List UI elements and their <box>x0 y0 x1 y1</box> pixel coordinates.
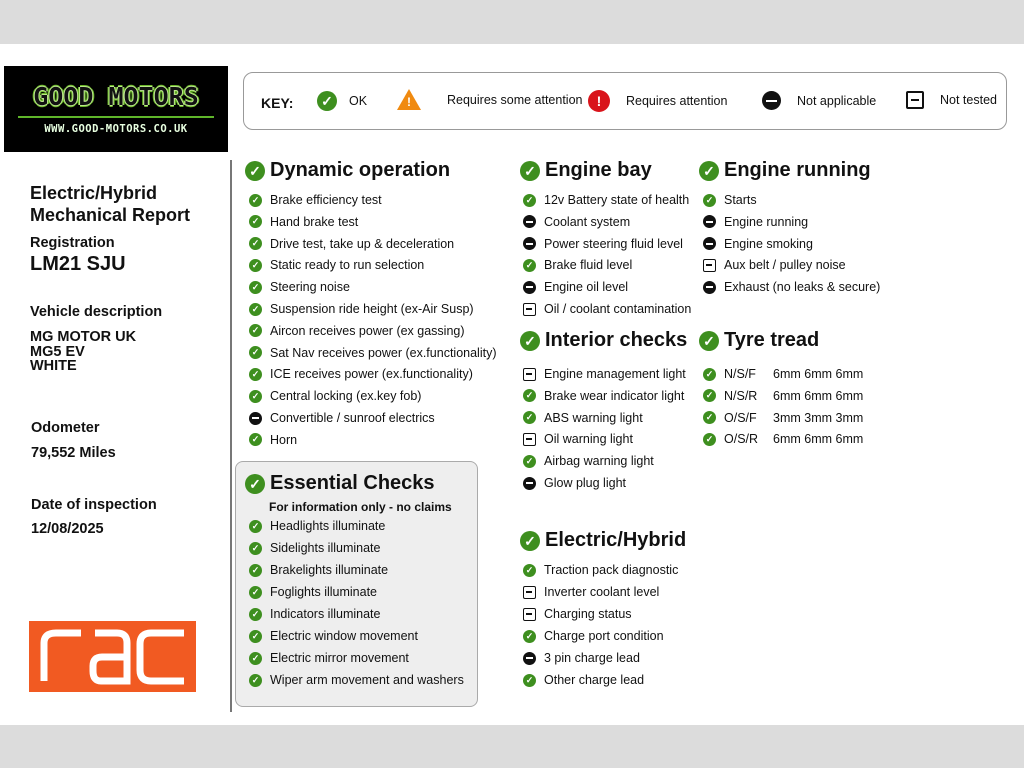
checklist-item <box>523 214 630 230</box>
section-check-icon: ✓ <box>699 331 719 351</box>
checklist-item-label: Steering noise <box>270 280 350 295</box>
section-check-icon: ✓ <box>245 474 265 494</box>
tyre-tread-title-text: Tyre tread <box>724 329 820 351</box>
key-not-applicable <box>762 91 876 110</box>
not-applicable-icon <box>703 215 716 228</box>
checklist-item <box>523 562 678 578</box>
key-not-tested-label: Not tested <box>940 93 997 107</box>
section-check-icon: ✓ <box>699 161 719 181</box>
not-applicable-icon <box>523 652 536 665</box>
checklist-item-label: N/S/R <box>724 388 758 403</box>
checklist-item-label: Coolant system <box>544 214 631 229</box>
inspection-date-value: 12/08/2025 <box>31 521 104 537</box>
checklist-item <box>703 388 757 404</box>
key-ok <box>317 91 367 111</box>
checklist-item-label: Electric window movement <box>270 629 418 643</box>
ok-check-icon: ✓ <box>523 389 536 402</box>
dynamic-operation-title-text: Dynamic operation <box>270 159 451 181</box>
checklist-item <box>249 192 382 208</box>
ok-check-icon: ✓ <box>249 237 262 250</box>
checklist-item-label: Aux belt / pulley noise <box>724 258 846 273</box>
checklist-item <box>523 301 691 317</box>
checklist-item <box>703 257 846 273</box>
interior-checks-title-text: Interior checks <box>545 329 688 351</box>
key-not-tested <box>906 91 997 109</box>
ok-check-icon: ✓ <box>523 674 536 687</box>
checklist-item <box>523 192 689 208</box>
checklist-item <box>249 214 358 230</box>
checklist-item <box>249 236 454 252</box>
ok-check-icon: ✓ <box>249 324 262 337</box>
checklist-item-label: Foglights illuminate <box>270 585 377 599</box>
checklist-item <box>523 453 654 469</box>
ok-check-icon: ✓ <box>249 281 262 294</box>
checklist-item-label: Drive test, take up & deceleration <box>270 236 455 251</box>
key-attention-label: Requires attention <box>626 94 728 108</box>
checklist-item <box>249 432 297 448</box>
vehicle-colour: WHITE <box>30 358 77 374</box>
checklist-item <box>703 214 808 230</box>
engine-running-title-text: Engine running <box>724 159 871 181</box>
warning-triangle-icon: ! <box>397 89 421 110</box>
key-some-attention <box>397 89 583 110</box>
checklist-item-label: Oil / coolant contamination <box>544 302 692 316</box>
checklist-item-label: Engine oil level <box>544 280 629 295</box>
rac-logo <box>29 621 196 692</box>
checklist-item <box>249 540 380 556</box>
checklist-item-label: Engine smoking <box>724 236 813 251</box>
logo-url: WWW.GOOD-MOTORS.CO.UK <box>44 123 188 135</box>
ok-check-icon: ✓ <box>523 411 536 424</box>
tyre-tread-title <box>699 329 819 352</box>
essential-checks-subtitle: For information only - no claims <box>269 500 452 514</box>
checklist-item-label: Wiper arm movement and washers <box>270 673 464 687</box>
key-some-attention-label: Requires some attention <box>447 92 583 107</box>
checklist-item-label: 3 pin charge lead <box>544 651 640 665</box>
checklist-item <box>249 366 473 382</box>
checklist-item <box>249 650 409 666</box>
ok-check-icon: ✓ <box>523 259 536 272</box>
logo-title: GOOD MOTORS <box>33 82 199 111</box>
ok-check-icon: ✓ <box>249 433 262 446</box>
ok-check-icon: ✓ <box>249 194 262 207</box>
checklist-item <box>249 562 388 578</box>
checklist-item <box>523 279 628 295</box>
not-applicable-icon <box>523 237 536 250</box>
checklist-item-label: Central locking (ex.key fob) <box>270 389 422 404</box>
not-applicable-icon <box>523 477 536 490</box>
checklist-item-label: Headlights illuminate <box>270 519 386 533</box>
ok-check-icon: ✓ <box>523 564 536 577</box>
column-divider <box>230 160 232 712</box>
not-tested-icon <box>523 368 536 381</box>
checklist-item <box>249 323 465 339</box>
checklist-item-label: Airbag warning light <box>544 454 654 469</box>
key-attention <box>588 90 727 112</box>
vehicle-description-label: Vehicle description <box>30 304 163 320</box>
ok-check-icon: ✓ <box>249 608 262 621</box>
ok-check-icon: ✓ <box>523 194 536 207</box>
checklist-item <box>523 236 683 252</box>
checklist-item-label: Oil warning light <box>544 432 633 447</box>
tyre-tread-value: 6mm 6mm 6mm <box>773 367 864 381</box>
logo-divider <box>18 116 214 118</box>
checklist-item-label: Static ready to run selection <box>270 258 425 273</box>
electric-hybrid-title-text: Electric/Hybrid <box>545 529 687 551</box>
checklist-item-label: Electric mirror movement <box>270 651 409 665</box>
checklist-item <box>249 672 464 688</box>
ok-check-icon: ✓ <box>249 674 262 687</box>
checklist-item <box>249 301 474 317</box>
checklist-item-label: Brake fluid level <box>544 258 633 273</box>
checklist-item <box>703 410 757 426</box>
not-applicable-icon <box>703 281 716 294</box>
ok-check-icon: ✓ <box>249 390 262 403</box>
not-applicable-icon <box>523 215 536 228</box>
checklist-item <box>523 257 632 273</box>
checklist-item <box>249 584 377 600</box>
not-applicable-icon <box>703 237 716 250</box>
ok-check-icon: ✓ <box>703 389 716 402</box>
ok-check-icon: ✓ <box>249 259 262 272</box>
not-tested-icon <box>523 608 536 621</box>
not-applicable-icon <box>523 281 536 294</box>
checklist-item <box>249 257 424 273</box>
not-tested-icon <box>906 91 924 109</box>
ok-check-icon: ✓ <box>249 303 262 316</box>
checklist-item-label: N/S/F <box>724 367 756 381</box>
checklist-item <box>703 236 813 252</box>
interior-checks-title <box>520 329 687 352</box>
checklist-item <box>703 431 758 447</box>
checklist-item-label: 12v Battery state of health <box>544 193 690 207</box>
ok-check-icon: ✓ <box>249 542 262 555</box>
checklist-item-label: Engine running <box>724 214 809 229</box>
ok-check-icon: ✓ <box>249 215 262 228</box>
not-tested-icon <box>703 259 716 272</box>
checklist-item-label: Engine management light <box>544 367 686 381</box>
rac-logo-mark <box>29 621 196 692</box>
checklist-item <box>249 628 418 644</box>
ok-check-icon: ✓ <box>249 652 262 665</box>
checklist-item <box>249 606 380 622</box>
tyre-tread-value: 6mm 6mm 6mm <box>773 388 864 403</box>
checklist-item-label: Sidelights illuminate <box>270 541 381 555</box>
checklist-item-label: Convertible / sunroof electrics <box>270 411 435 425</box>
checklist-item <box>523 650 640 666</box>
checklist-item-label: Brakelights illuminate <box>270 563 389 577</box>
report-title-line2: Mechanical Report <box>30 205 191 225</box>
engine-running-title <box>699 159 871 182</box>
checklist-item-label: ABS warning light <box>544 410 643 425</box>
tyre-tread-value: 3mm 3mm 3mm <box>773 410 864 425</box>
ok-check-icon: ✓ <box>249 346 262 359</box>
not-applicable-icon <box>762 91 781 110</box>
checklist-item <box>523 672 644 688</box>
checklist-item <box>703 366 756 382</box>
status-key <box>243 72 1007 130</box>
ok-check-icon: ✓ <box>249 564 262 577</box>
vehicle-make: MG MOTOR UK <box>30 329 137 345</box>
report-title-line1: Electric/Hybrid <box>30 183 158 203</box>
checklist-item <box>523 606 632 622</box>
checklist-item <box>523 584 659 600</box>
checklist-item-label: Suspension ride height (ex-Air Susp) <box>270 302 474 316</box>
checklist-item-label: Traction pack diagnostic <box>544 563 679 577</box>
checklist-item <box>523 366 686 382</box>
checklist-item-label: Charge port condition <box>544 629 664 643</box>
ok-check-icon: ✓ <box>523 630 536 643</box>
checklist-item <box>523 475 626 491</box>
dynamic-operation-title <box>245 159 450 182</box>
not-tested-icon <box>523 433 536 446</box>
section-check-icon: ✓ <box>520 531 540 551</box>
checklist-item <box>523 431 633 447</box>
ok-check-icon: ✓ <box>317 91 337 111</box>
tyre-tread-value: 6mm 6mm 6mm <box>773 432 864 447</box>
checklist-item-label: Brake wear indicator light <box>544 388 685 403</box>
electric-hybrid-title <box>520 529 686 552</box>
key-not-applicable-label: Not applicable <box>797 93 877 108</box>
checklist-item <box>249 388 421 404</box>
checklist-item <box>703 279 880 295</box>
ok-check-icon: ✓ <box>703 433 716 446</box>
not-tested-icon <box>523 586 536 599</box>
odometer-value: 79,552 Miles <box>31 445 116 461</box>
ok-check-icon: ✓ <box>703 194 716 207</box>
key-ok-label: OK <box>349 94 368 108</box>
essential-checks-title-text: Essential Checks <box>270 472 435 494</box>
checklist-item-label: O/S/R <box>724 432 759 447</box>
checklist-item-label: Hand brake test <box>270 214 359 229</box>
checklist-item-label: Indicators illuminate <box>270 607 381 621</box>
good-motors-logo <box>4 66 228 152</box>
checklist-item <box>523 388 684 404</box>
section-check-icon: ✓ <box>245 161 265 181</box>
registration-value: LM21 SJU <box>30 253 126 275</box>
attention-alert-icon: ! <box>588 90 610 112</box>
ok-check-icon: ✓ <box>703 411 716 424</box>
checklist-item-label: Sat Nav receives power (ex.functionality) <box>270 345 497 360</box>
checklist-item-label: Starts <box>724 193 757 207</box>
checklist-item-label: Brake efficiency test <box>270 193 382 207</box>
checklist-item-label: Aircon receives power (ex gassing) <box>270 323 465 338</box>
checklist-item-label: O/S/F <box>724 410 757 425</box>
checklist-item <box>249 518 385 534</box>
checklist-item-label: Charging status <box>544 607 632 621</box>
not-applicable-icon <box>249 412 262 425</box>
essential-checks-title <box>245 472 435 495</box>
checklist-item-label: Power steering fluid level <box>544 236 683 251</box>
checklist-item-label: Exhaust (no leaks & secure) <box>724 280 881 295</box>
checklist-item-label: Other charge lead <box>544 673 645 687</box>
checklist-item <box>249 410 435 426</box>
ok-check-icon: ✓ <box>249 520 262 533</box>
ok-check-icon: ✓ <box>249 630 262 643</box>
checklist-item-label: Inverter coolant level <box>544 585 660 599</box>
ok-check-icon: ✓ <box>703 368 716 381</box>
checklist-item <box>703 192 757 208</box>
engine-bay-title-text: Engine bay <box>545 159 652 181</box>
ok-check-icon: ✓ <box>249 586 262 599</box>
section-check-icon: ✓ <box>520 161 540 181</box>
checklist-item <box>249 345 496 361</box>
inspection-date-label: Date of inspection <box>31 497 157 513</box>
section-check-icon: ✓ <box>520 331 540 351</box>
odometer-label: Odometer <box>31 420 100 436</box>
engine-bay-title <box>520 159 652 182</box>
ok-check-icon: ✓ <box>249 368 262 381</box>
checklist-item-label: Glow plug light <box>544 476 626 490</box>
vehicle-model: MG5 EV <box>30 344 85 360</box>
checklist-item-label: ICE receives power (ex.functionality) <box>270 367 473 382</box>
checklist-item-label: Horn <box>270 432 298 447</box>
key-label: KEY: <box>261 95 294 111</box>
registration-label: Registration <box>30 235 115 251</box>
checklist-item <box>523 410 643 426</box>
not-tested-icon <box>523 303 536 316</box>
checklist-item <box>523 628 664 644</box>
checklist-item <box>249 279 350 295</box>
ok-check-icon: ✓ <box>523 455 536 468</box>
